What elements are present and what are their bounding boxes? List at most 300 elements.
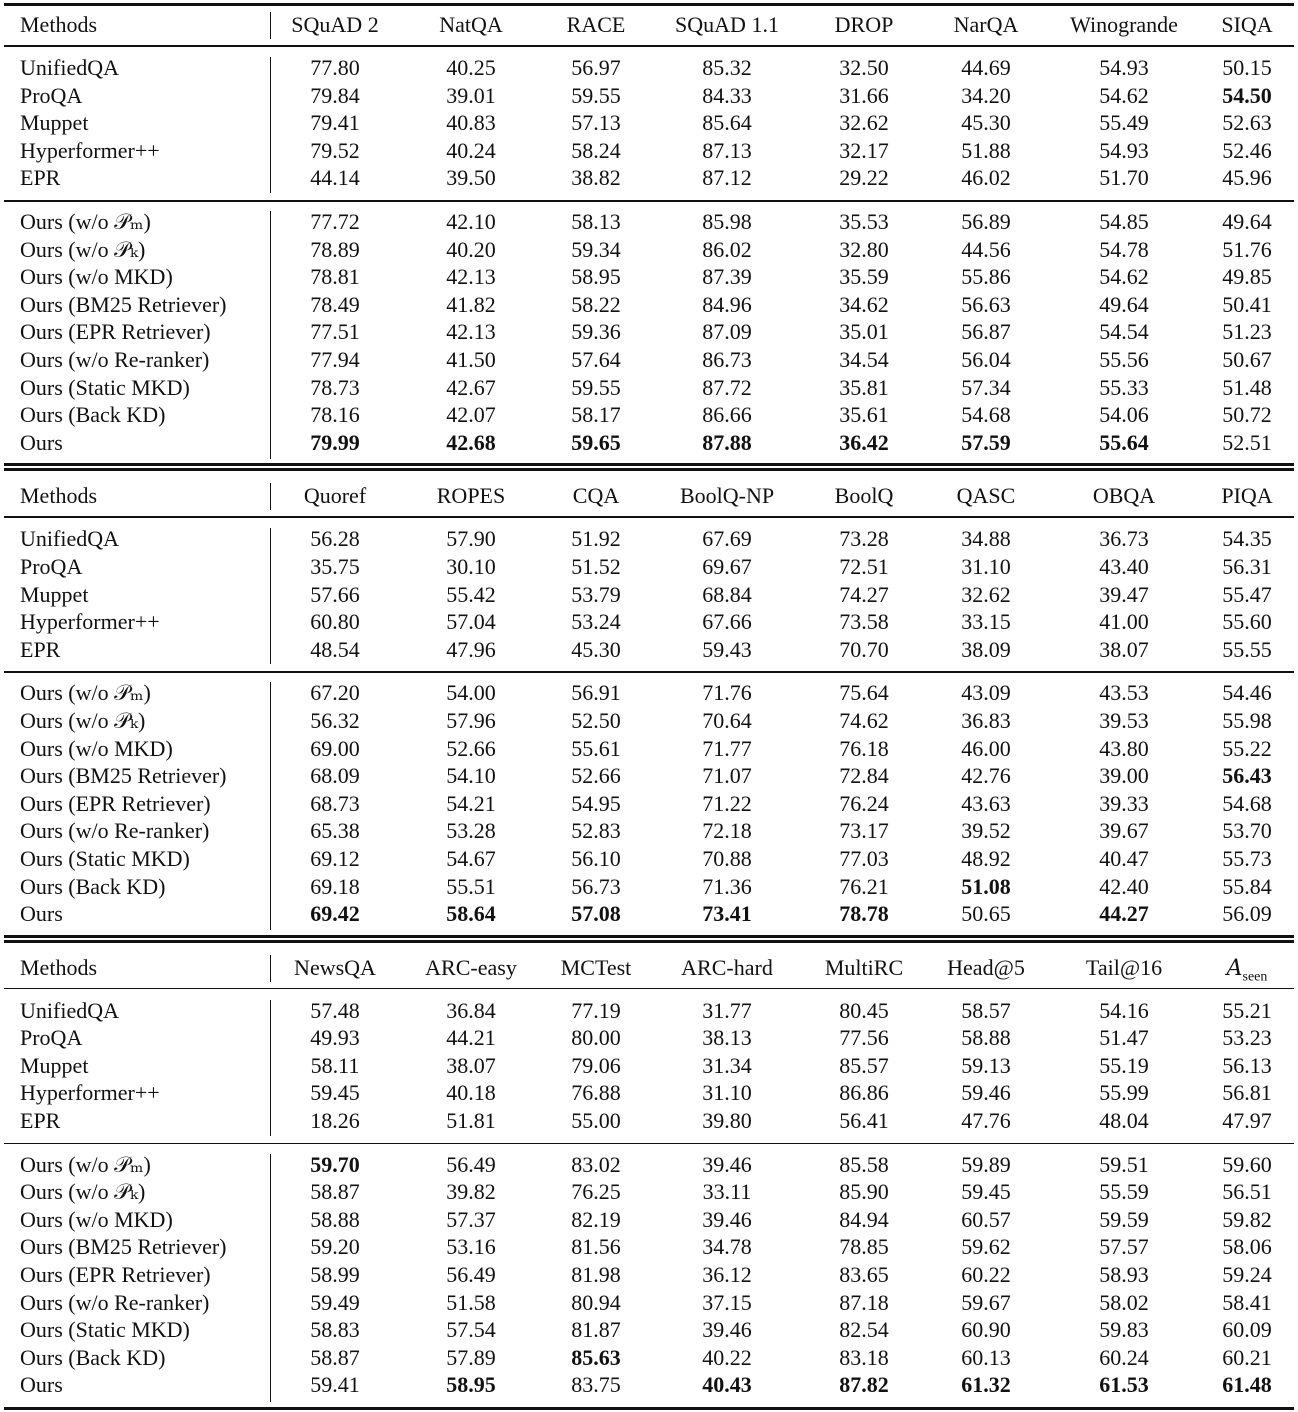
table-cell: 81.56: [571, 1234, 621, 1260]
table-cell: 55.60: [1222, 609, 1272, 635]
table-cell: 51.88: [961, 137, 1011, 163]
header-row: [0, 482, 1298, 509]
table-cell: 77.51: [310, 319, 360, 345]
table-cell: 87.72: [702, 374, 752, 400]
table-cell: 52.66: [571, 763, 621, 789]
table-cell: 39.67: [1099, 818, 1149, 844]
table-cell: 87.88: [702, 429, 752, 455]
table-cell: 76.25: [571, 1179, 621, 1205]
table-cell: 42.07: [446, 402, 496, 428]
row-label: EPR: [20, 1108, 61, 1133]
column-header: $A_{seen}$: [1226, 955, 1268, 984]
ours-row: [0, 873, 1298, 900]
table-cell: 80.00: [571, 1025, 621, 1051]
table-cell: 60.57: [961, 1206, 1011, 1232]
group-rule: [4, 200, 1294, 202]
table-cell: 52.66: [446, 735, 496, 761]
table-cell: 55.86: [961, 264, 1011, 290]
table-cell: 56.13: [1222, 1052, 1272, 1078]
table-cell: 83.02: [571, 1151, 621, 1177]
header-column-divider: [270, 483, 271, 510]
table-cell: 72.51: [839, 553, 889, 579]
table-cell: 59.51: [1099, 1151, 1149, 1177]
ours-row: [0, 1344, 1298, 1371]
ours-row: [0, 1261, 1298, 1288]
table-cell: 82.54: [839, 1317, 889, 1343]
table-cell: 44.21: [446, 1025, 496, 1051]
table-cell: 44.69: [961, 55, 1011, 80]
column-header: NarQA: [953, 12, 1019, 37]
column-header: NatQA: [439, 12, 503, 37]
row-label: UnifiedQA: [20, 55, 119, 80]
table-cell: 54.35: [1222, 526, 1272, 552]
table-cell: 50.72: [1222, 402, 1272, 428]
table-cell: 78.89: [310, 236, 360, 262]
table-cell: 42.68: [446, 429, 496, 455]
baseline-row: [0, 82, 1298, 109]
table-cell: 59.45: [310, 1080, 360, 1106]
table-cell: 86.86: [839, 1080, 889, 1106]
table-cell: 53.28: [446, 818, 496, 844]
table-cell: 36.83: [961, 707, 1011, 733]
header-rule: [4, 988, 1294, 990]
table-cell: 31.10: [961, 553, 1011, 579]
row-label: Ours (BM25 Retriever): [20, 291, 227, 317]
table-cell: 35.59: [839, 264, 889, 290]
row-label: Ours (w/o 𝒫ₖ): [20, 707, 146, 733]
table-cell: 43.80: [1099, 735, 1149, 761]
ours-row: [0, 236, 1298, 263]
table-cell: 85.63: [571, 1344, 621, 1370]
table-cell: 39.82: [446, 1179, 496, 1205]
baseline-row: [0, 54, 1298, 81]
table-cell: 84.96: [702, 291, 752, 317]
table-cell: 55.56: [1099, 347, 1149, 372]
table-cell: 53.16: [446, 1234, 496, 1260]
ours-row: [0, 790, 1298, 817]
table-cell: 59.24: [1222, 1262, 1272, 1287]
table-cell: 51.76: [1222, 236, 1272, 262]
table-cell: 54.06: [1099, 402, 1149, 428]
table-cell: 31.10: [702, 1080, 752, 1106]
table-cell: 69.18: [310, 873, 360, 899]
table-cell: 69.42: [310, 901, 360, 927]
table-cell: 73.28: [839, 526, 889, 552]
column-header: SQuAD 2: [291, 12, 379, 37]
row-label: Ours: [20, 429, 63, 455]
table-cell: 58.99: [310, 1262, 360, 1287]
table-cell: 81.87: [571, 1317, 621, 1343]
group-rule: [4, 671, 1294, 673]
table-cell: 39.01: [446, 82, 496, 108]
ours-row: [0, 291, 1298, 318]
table-cell: 51.47: [1099, 1025, 1149, 1051]
table-cell: 59.34: [571, 236, 621, 262]
column-header: Winogrande: [1070, 12, 1178, 37]
ours-row: [0, 1206, 1298, 1233]
table-cell: 38.82: [571, 165, 621, 191]
table-cell: 54.00: [446, 680, 496, 706]
baseline-column-divider: [270, 528, 271, 664]
row-label: Muppet: [20, 110, 89, 136]
table-cell: 59.60: [1222, 1151, 1272, 1177]
table-cell: 32.62: [961, 581, 1011, 607]
row-label: ProQA: [20, 82, 83, 108]
table-cell: 59.41: [310, 1372, 360, 1398]
table-cell: 39.53: [1099, 707, 1149, 733]
table-cell: 53.23: [1222, 1025, 1272, 1051]
header-column-divider: [270, 955, 271, 982]
table-cell: 58.24: [571, 137, 621, 163]
table-cell: 54.67: [446, 845, 496, 871]
table-cell: 82.19: [571, 1206, 621, 1232]
table-cell: 59.65: [571, 429, 621, 455]
table-cell: 60.09: [1222, 1317, 1272, 1343]
table-cell: 56.04: [961, 347, 1011, 372]
table-cell: 55.00: [571, 1108, 621, 1133]
table-cell: 40.47: [1099, 845, 1149, 871]
table-cell: 54.78: [1099, 236, 1149, 262]
table-cell: 59.62: [961, 1234, 1011, 1260]
ours-column-divider: [270, 682, 271, 930]
table-cell: 43.09: [961, 680, 1011, 706]
table-cell: 52.50: [571, 707, 621, 733]
table-cell: 57.54: [446, 1317, 496, 1343]
table-cell: 78.73: [310, 374, 360, 400]
row-label: Ours (w/o Re-ranker): [20, 818, 210, 844]
row-label: EPR: [20, 165, 61, 191]
table-cell: 71.22: [702, 790, 752, 816]
table-cell: 32.17: [839, 137, 889, 163]
row-label: Ours: [20, 901, 63, 927]
baseline-column-divider: [270, 1000, 271, 1136]
table-cell: 56.41: [839, 1108, 889, 1133]
table-cell: 39.00: [1099, 763, 1149, 789]
table-cell: 44.27: [1099, 901, 1149, 927]
table-cell: 46.02: [961, 165, 1011, 191]
table-cell: 86.73: [702, 347, 752, 372]
table-cell: 86.02: [702, 236, 752, 262]
baseline-row: [0, 1107, 1298, 1134]
table-cell: 58.02: [1099, 1289, 1149, 1315]
table-cell: 18.26: [310, 1108, 360, 1133]
table-cell: 57.59: [961, 429, 1011, 455]
table-cell: 77.94: [310, 347, 360, 372]
table-cell: 85.32: [702, 55, 752, 80]
table-cell: 77.72: [310, 209, 360, 234]
baseline-row: [0, 1079, 1298, 1106]
table-cell: 54.62: [1099, 82, 1149, 108]
column-header: BoolQ-NP: [679, 483, 775, 509]
table-cell: 87.09: [702, 319, 752, 345]
column-header: BoolQ: [834, 483, 894, 509]
ours-row: [0, 845, 1298, 872]
column-header-methods: Methods: [20, 954, 97, 980]
table-cell: 84.94: [839, 1206, 889, 1232]
table-cell: 38.13: [702, 1025, 752, 1051]
table-cell: 52.83: [571, 818, 621, 844]
table-cell: 72.84: [839, 763, 889, 789]
table-cell: 78.81: [310, 264, 360, 290]
table-cell: 59.59: [1099, 1206, 1149, 1232]
table-cell: 79.41: [310, 110, 360, 136]
column-header: ARC-hard: [681, 954, 773, 980]
ours-row: [0, 817, 1298, 844]
table-cell: 48.04: [1099, 1108, 1149, 1133]
table-cell: 43.40: [1099, 553, 1149, 579]
table-cell: 57.48: [310, 997, 360, 1023]
table-cell: 69.12: [310, 845, 360, 871]
table-cell: 50.67: [1222, 347, 1272, 372]
table-cell: 85.64: [702, 110, 752, 136]
table-cell: 59.83: [1099, 1317, 1149, 1343]
row-label: Ours (Back KD): [20, 873, 166, 899]
header-column-divider: [270, 12, 271, 39]
table-cell: 58.87: [310, 1179, 360, 1205]
table-cell: 31.77: [702, 997, 752, 1023]
table-cell: 78.85: [839, 1234, 889, 1260]
table-cell: 45.30: [961, 110, 1011, 136]
column-header: Head@5: [947, 954, 1025, 980]
column-header: SQuAD 1.1: [675, 12, 779, 37]
table-cell: 61.32: [961, 1372, 1011, 1398]
table-cell: 44.56: [961, 236, 1011, 262]
ours-row: [0, 1316, 1298, 1343]
bottom-rule: [4, 1407, 1294, 1410]
table-cell: 56.97: [571, 55, 621, 80]
table-cell: 46.00: [961, 735, 1011, 761]
table-cell: 70.88: [702, 845, 752, 871]
table-cell: 51.08: [961, 873, 1011, 899]
table-cell: 73.41: [702, 901, 752, 927]
table-cell: 77.80: [310, 55, 360, 80]
column-header-methods: Methods: [20, 12, 97, 37]
table-cell: 38.09: [961, 636, 1011, 662]
table-cell: 54.68: [961, 402, 1011, 428]
baseline-row: [0, 1052, 1298, 1079]
table-cell: 86.66: [702, 402, 752, 428]
table-cell: 56.43: [1222, 763, 1272, 789]
row-label: Ours (w/o MKD): [20, 1206, 173, 1232]
table-cell: 61.53: [1099, 1372, 1149, 1398]
table-cell: 42.76: [961, 763, 1011, 789]
table-cell: 51.81: [446, 1108, 496, 1133]
table-cell: 45.96: [1222, 165, 1272, 191]
table-cell: 35.81: [839, 374, 889, 400]
table-cell: 59.67: [961, 1289, 1011, 1315]
ours-row: [0, 1289, 1298, 1316]
table-cell: 53.70: [1222, 818, 1272, 844]
table-cell: 55.51: [446, 873, 496, 899]
table-cell: 42.13: [446, 264, 496, 290]
table-cell: 39.50: [446, 165, 496, 191]
table-cell: 36.84: [446, 997, 496, 1023]
table-cell: 54.54: [1099, 319, 1149, 345]
column-header: RACE: [566, 12, 626, 37]
table-cell: 56.89: [961, 209, 1011, 234]
table-cell: 60.13: [961, 1344, 1011, 1370]
table-cell: 58.95: [446, 1372, 496, 1398]
ours-row: [0, 900, 1298, 927]
table-cell: 36.73: [1099, 526, 1149, 552]
row-label: Ours (BM25 Retriever): [20, 763, 227, 789]
table-cell: 56.81: [1222, 1080, 1272, 1106]
table-cell: 34.88: [961, 526, 1011, 552]
table-cell: 87.12: [702, 165, 752, 191]
table-cell: 54.16: [1099, 997, 1149, 1023]
table-cell: 57.34: [961, 374, 1011, 400]
table-cell: 40.43: [702, 1372, 752, 1398]
baseline-row: [0, 997, 1298, 1024]
row-label: Hyperformer++: [20, 137, 160, 163]
table-cell: 55.73: [1222, 845, 1272, 871]
table-cell: 58.93: [1099, 1262, 1149, 1287]
table-cell: 73.17: [839, 818, 889, 844]
column-header: ROPES: [436, 483, 506, 509]
table-cell: 50.65: [961, 901, 1011, 927]
table-cell: 77.19: [571, 997, 621, 1023]
row-label: Ours (EPR Retriever): [20, 319, 211, 345]
table-cell: 35.61: [839, 402, 889, 428]
column-header: Quoref: [303, 483, 367, 509]
table-cell: 56.63: [961, 291, 1011, 317]
table-cell: 85.98: [702, 209, 752, 234]
table-cell: 49.93: [310, 1025, 360, 1051]
table-cell: 59.45: [961, 1179, 1011, 1205]
table-cell: 57.66: [310, 581, 360, 607]
table-cell: 77.56: [839, 1025, 889, 1051]
table-cell: 40.22: [702, 1344, 752, 1370]
table-cell: 59.13: [961, 1052, 1011, 1078]
table-cell: 57.04: [446, 609, 496, 635]
table-cell: 85.57: [839, 1052, 889, 1078]
table-cell: 78.16: [310, 402, 360, 428]
column-header: SIQA: [1221, 12, 1273, 37]
table-cell: 30.10: [446, 553, 496, 579]
column-header: Tail@16: [1085, 954, 1163, 980]
table-cell: 43.63: [961, 790, 1011, 816]
table-cell: 57.37: [446, 1206, 496, 1232]
table-cell: 57.96: [446, 707, 496, 733]
table-cell: 76.88: [571, 1080, 621, 1106]
table-cell: 55.64: [1099, 429, 1149, 455]
ours-row: [0, 401, 1298, 428]
table-cell: 32.50: [839, 55, 889, 80]
table-cell: 40.18: [446, 1080, 496, 1106]
table-cell: 52.51: [1222, 429, 1272, 455]
row-label: UnifiedQA: [20, 526, 119, 552]
table-cell: 56.49: [446, 1262, 496, 1287]
table-cell: 59.82: [1222, 1206, 1272, 1232]
row-label: Ours (Static MKD): [20, 374, 190, 400]
table-cell: 76.21: [839, 873, 889, 899]
table-cell: 48.54: [310, 636, 360, 662]
ours-row: [0, 679, 1298, 706]
table-cell: 55.49: [1099, 110, 1149, 136]
row-label: Ours (w/o 𝒫ₘ): [20, 1151, 151, 1177]
table-cell: 79.99: [310, 429, 360, 455]
table-cell: 57.13: [571, 110, 621, 136]
table-cell: 83.18: [839, 1344, 889, 1370]
table-cell: 35.01: [839, 319, 889, 345]
table-cell: 50.15: [1222, 55, 1272, 80]
table-cell: 59.46: [961, 1080, 1011, 1106]
table-cell: 52.63: [1222, 110, 1272, 136]
table-cell: 41.50: [446, 347, 496, 372]
table-cell: 58.13: [571, 209, 621, 234]
row-label: Ours (EPR Retriever): [20, 1262, 211, 1287]
row-label: Hyperformer++: [20, 1080, 160, 1106]
table-cell: 51.92: [571, 526, 621, 552]
table-cell: 54.21: [446, 790, 496, 816]
table-cell: 73.58: [839, 609, 889, 635]
table-cell: 33.11: [702, 1179, 752, 1205]
table-cell: 54.10: [446, 763, 496, 789]
column-header: MCTest: [560, 954, 632, 980]
column-header: MultiRC: [824, 954, 904, 980]
table-cell: 55.47: [1222, 581, 1272, 607]
row-label: ProQA: [20, 1025, 83, 1051]
table-cell: 54.46: [1222, 680, 1272, 706]
table-cell: 54.62: [1099, 264, 1149, 290]
baseline-row: [0, 608, 1298, 635]
column-header: CQA: [572, 483, 620, 509]
table-cell: 71.36: [702, 873, 752, 899]
table-cell: 36.42: [839, 429, 889, 455]
ours-row: [0, 263, 1298, 290]
table-cell: 79.52: [310, 137, 360, 163]
table-cell: 57.08: [571, 901, 621, 927]
baseline-row: [0, 1024, 1298, 1051]
table-cell: 75.64: [839, 680, 889, 706]
table-cell: 78.49: [310, 291, 360, 317]
table-cell: 54.93: [1099, 55, 1149, 80]
table-cell: 42.13: [446, 319, 496, 345]
table-cell: 59.55: [571, 82, 621, 108]
table-cell: 80.45: [839, 997, 889, 1023]
column-header-methods: Methods: [20, 483, 97, 509]
table-cell: 54.93: [1099, 137, 1149, 163]
table-cell: 55.19: [1099, 1052, 1149, 1078]
table-cell: 59.20: [310, 1234, 360, 1260]
row-label: Ours (w/o MKD): [20, 264, 173, 290]
table-cell: 45.30: [571, 636, 621, 662]
row-label: Ours: [20, 1372, 63, 1398]
table-cell: 67.69: [702, 526, 752, 552]
ours-column-divider: [270, 211, 271, 459]
table-cell: 84.33: [702, 82, 752, 108]
table-cell: 58.11: [310, 1052, 360, 1078]
ours-row: [0, 762, 1298, 789]
table-cell: 58.06: [1222, 1234, 1272, 1260]
ours-row: [0, 429, 1298, 456]
ours-row: [0, 735, 1298, 762]
table-cell: 67.66: [702, 609, 752, 635]
table-cell: 61.48: [1222, 1372, 1272, 1398]
table-cell: 58.95: [571, 264, 621, 290]
table-cell: 56.87: [961, 319, 1011, 345]
table-cell: 56.49: [446, 1151, 496, 1177]
table-cell: 60.24: [1099, 1344, 1149, 1370]
table-cell: 39.47: [1099, 581, 1149, 607]
table-cell: 32.80: [839, 236, 889, 262]
header-rule: [4, 45, 1294, 47]
baseline-row: [0, 525, 1298, 552]
table-cell: 49.85: [1222, 264, 1272, 290]
table-cell: 59.43: [702, 636, 752, 662]
table-cell: 69.67: [702, 553, 752, 579]
row-label: Ours (w/o 𝒫ₘ): [20, 209, 151, 234]
